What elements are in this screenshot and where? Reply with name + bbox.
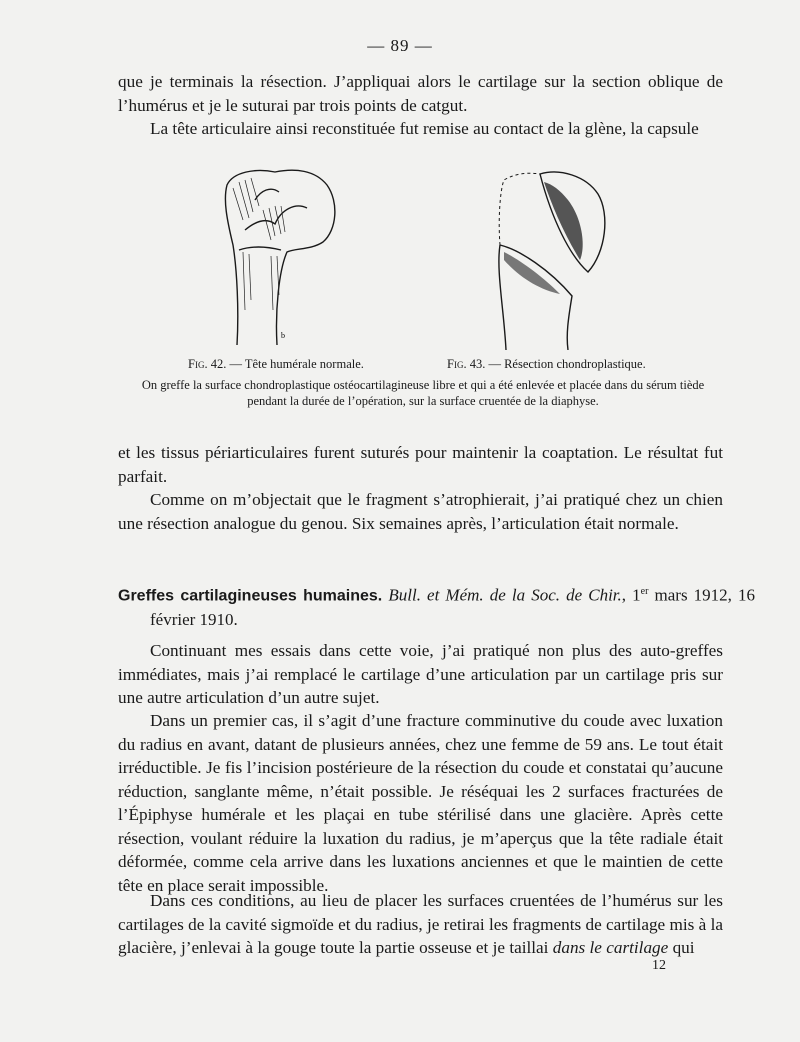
- middle-paragraph-2: Comme on m’objectait que le fragment s’atrophierait, j’ai pratiqué chez un chien une résection analogue du genou. Six semaines après, l’articulation était normale.: [118, 490, 723, 533]
- middle-paragraph-1: et les tissus périarticulaires furent suturés pour maintenir la coaptation. Le résultat fut parfait.: [118, 443, 723, 486]
- figure-43-label: Fig. 43.: [447, 357, 486, 371]
- body-paragraph-3-start: Dans ces conditions, au lieu de placer les surfaces cruentées de l’humérus sur les cartilages de la cavité sigmoïde et du radius, je retirai les fragments de cartilage mis à la glacière, j’enlevai à la gouge toute la partie osseuse et je taillai: [118, 891, 723, 957]
- top-paragraph-2: La tête articulaire ainsi reconstituée fut remise au contact de la glène, la capsule: [150, 119, 699, 138]
- section-reference-date-a: , 1: [621, 585, 641, 605]
- figure-42-label: Fig. 42.: [188, 357, 227, 371]
- section-title: Greffes cartilagineuses humaines.: [118, 587, 383, 605]
- figure-43-resection: [490, 160, 630, 350]
- figure-42-caption-text: — Tête humérale normale.: [229, 357, 364, 371]
- section-heading: [118, 580, 755, 632]
- signature-mark: 12: [652, 958, 666, 973]
- section-reference: Bull. et Mém. de la Soc. de Chir.: [388, 585, 622, 605]
- figure-43-caption: [447, 357, 646, 372]
- body-paragraph-3: [118, 889, 723, 960]
- body-paragraph-3-end: qui: [668, 938, 695, 957]
- figure-42-humeral-head: [215, 160, 345, 350]
- body-paragraph-3-italic: dans le cartilage: [552, 938, 669, 957]
- section-reference-sup: er: [640, 586, 649, 597]
- svg-text:b: b: [281, 331, 285, 340]
- body-paragraph-2: Dans un premier cas, il s’agit d’une fracture comminutive du coude avec luxation du radius en avant, datant de plusieurs années, chez une femme de 59 ans. Le tout était irréductible. Je fis l’incision postérieure de la résection du coude et constatai qu’aucune réduction, sanglante même, n’était possible. Je réséquai les 2 surfaces fracturées de l’Épiphyse humérale et les plaçai en tube stérilisé dans une glacière. Après cette résection, voulant réduire la luxation du radius, je m’aperçus que la tête radiale était déformée, comme cela arrive dans les luxations anciennes et que le maintien de cette tête en place serait impossible.: [118, 711, 723, 895]
- figure-note: On greffe la surface chondroplastique ostéocartilagineuse libre et qui a été enlevée et placée dans du sérum tiède pendant la durée de l’opération, sur la surface cruentée de la diaphyse.: [141, 378, 705, 408]
- body-paragraph-1: Continuant mes essais dans cette voie, j’ai pratiqué non plus des auto-greffes immédiates, mais j’ai remplacé le cartilage d’une articulation par un cartilage pris sur une autre articulation d’un autre sujet.: [118, 641, 723, 707]
- figure-42-caption: [188, 357, 364, 372]
- section-reference-date-b: mars 1912, 16 février 1910.: [150, 585, 756, 630]
- top-paragraph: que je terminais la résection. J’appliquai alors le cartilage sur la section oblique de l’humérus et je le suturai par trois points de catgut.: [118, 72, 723, 115]
- figure-43-caption-text: — Résection chondroplastique.: [488, 357, 646, 371]
- page-number: — 89 —: [367, 36, 433, 55]
